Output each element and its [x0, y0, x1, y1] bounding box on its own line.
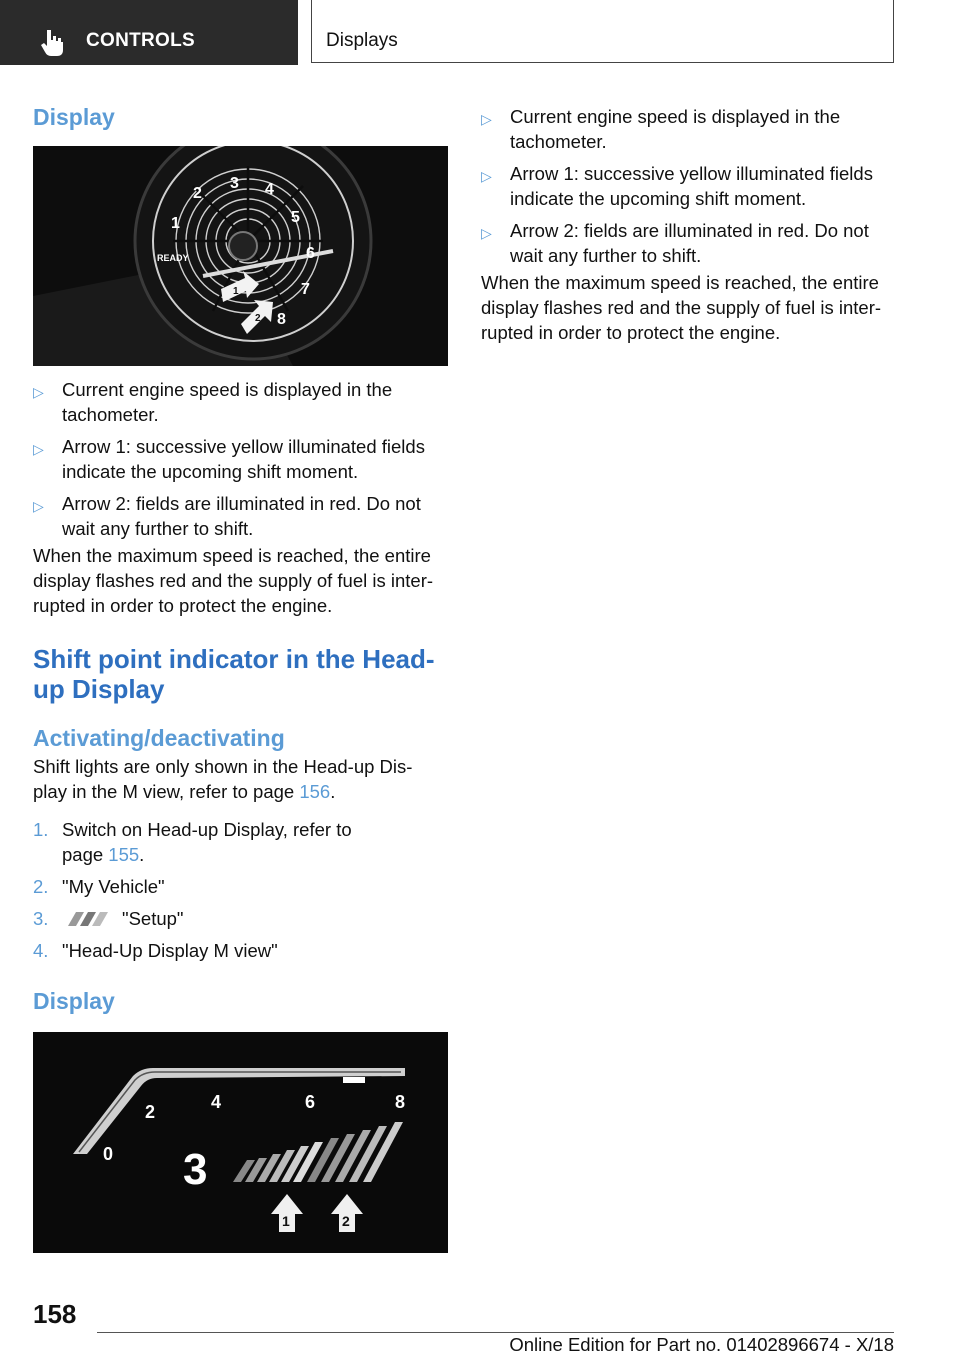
heading-shift-point: Shift point indicator in the Head- up Display [33, 644, 435, 704]
header-section-tab [0, 0, 298, 65]
hud-scale-4: 4 [211, 1092, 222, 1112]
tach-ready-label: READY [157, 253, 189, 263]
page-number: 158 [33, 1299, 77, 1329]
tach-number-6: 6 [306, 245, 315, 262]
paragraph-max-speed-right: When the maximum speed is reached, the entire display flashes red and the supply of fuel is inter-rupted in order to protect the engine. [481, 272, 882, 343]
heading-display-2: Display [33, 988, 115, 1014]
step-item: 1. Switch on Head-up Display, refer to page 155. [33, 819, 352, 865]
hud-arrow-1-label: 1 [282, 1213, 290, 1229]
tach-number-3: 3 [230, 175, 239, 192]
tach-number-1: 1 [171, 215, 180, 232]
list-item: ▷ Arrow 1: successive yellow illuminated fields indicate the upcoming shift moment. [481, 163, 873, 209]
step-item: 3. "Setup" [33, 908, 184, 929]
hud-image [33, 1032, 448, 1253]
hud-arrow-2-label: 2 [342, 1213, 350, 1229]
list-item: ▷ Arrow 2: fields are illuminated in red. Do not wait any further to shift. [33, 493, 421, 539]
section-title: CONTROLS [86, 30, 196, 51]
heading-display: Display [33, 104, 115, 130]
list-item: ▷ Current engine speed is displayed in the tachometer. [33, 379, 393, 425]
list-item: ▷ Arrow 1: successive yellow illuminated fields indicate the upcoming shift moment. [33, 436, 425, 482]
list-item: ▷ Current engine speed is displayed in the tachometer. [481, 106, 841, 152]
hand-pointer-icon [40, 28, 66, 56]
triangle-bullet-icon: ▷ [481, 225, 492, 241]
hud-gear: 3 [183, 1145, 208, 1194]
bullet-list-display [33, 377, 449, 541]
heading-activating: Activating/deactivating [33, 725, 285, 751]
page-link-155[interactable]: 155 [108, 844, 140, 865]
triangle-bullet-icon: ▷ [481, 111, 492, 127]
hud-scale-2: 2 [145, 1102, 156, 1122]
tach-number-2: 2 [193, 185, 202, 202]
chapter-title: Displays [326, 30, 398, 51]
m-stripes-icon [62, 911, 116, 927]
bullet-list-right [481, 104, 893, 268]
hud-scale-0: 0 [103, 1144, 114, 1164]
triangle-bullet-icon: ▷ [481, 168, 492, 184]
paragraph-max-speed: When the maximum speed is reached, the entire display flashes red and the supply of fuel is inter-rupted in order to protect the engine. [33, 545, 434, 616]
tach-number-4: 4 [265, 181, 274, 198]
left-column [33, 100, 449, 1253]
page-link-156[interactable]: 156 [299, 781, 331, 802]
footer-divider [97, 1332, 894, 1333]
header-chapter-tab [311, 0, 894, 63]
triangle-bullet-icon: ▷ [33, 441, 44, 457]
shift-arrow-1-label: 1 [233, 286, 239, 297]
tach-number-7: 7 [301, 281, 310, 298]
tachometer-image [33, 146, 448, 366]
shift-arrow-2-label: 2 [255, 313, 261, 324]
hud-scale-8: 8 [395, 1092, 406, 1112]
hud-scale-6: 6 [305, 1092, 316, 1112]
right-column [481, 104, 893, 345]
triangle-bullet-icon: ▷ [33, 384, 44, 400]
numbered-steps [33, 817, 449, 963]
triangle-bullet-icon: ▷ [33, 498, 44, 514]
tach-number-8: 8 [277, 311, 286, 328]
edition-note: Online Edition for Part no. 01402896674 - X/18 [509, 1334, 894, 1355]
tach-number-5: 5 [291, 209, 300, 226]
list-item: ▷ Arrow 2: fields are illuminated in red. Do not wait any further to shift. [481, 220, 869, 266]
paragraph-shift-lights: Shift lights are only shown in the Head-up Dis- play in the M view, refer to page 156. [33, 756, 413, 802]
step-item: 2. "My Vehicle" [33, 876, 165, 897]
step-item: 4. "Head-Up Display M view" [33, 940, 278, 961]
